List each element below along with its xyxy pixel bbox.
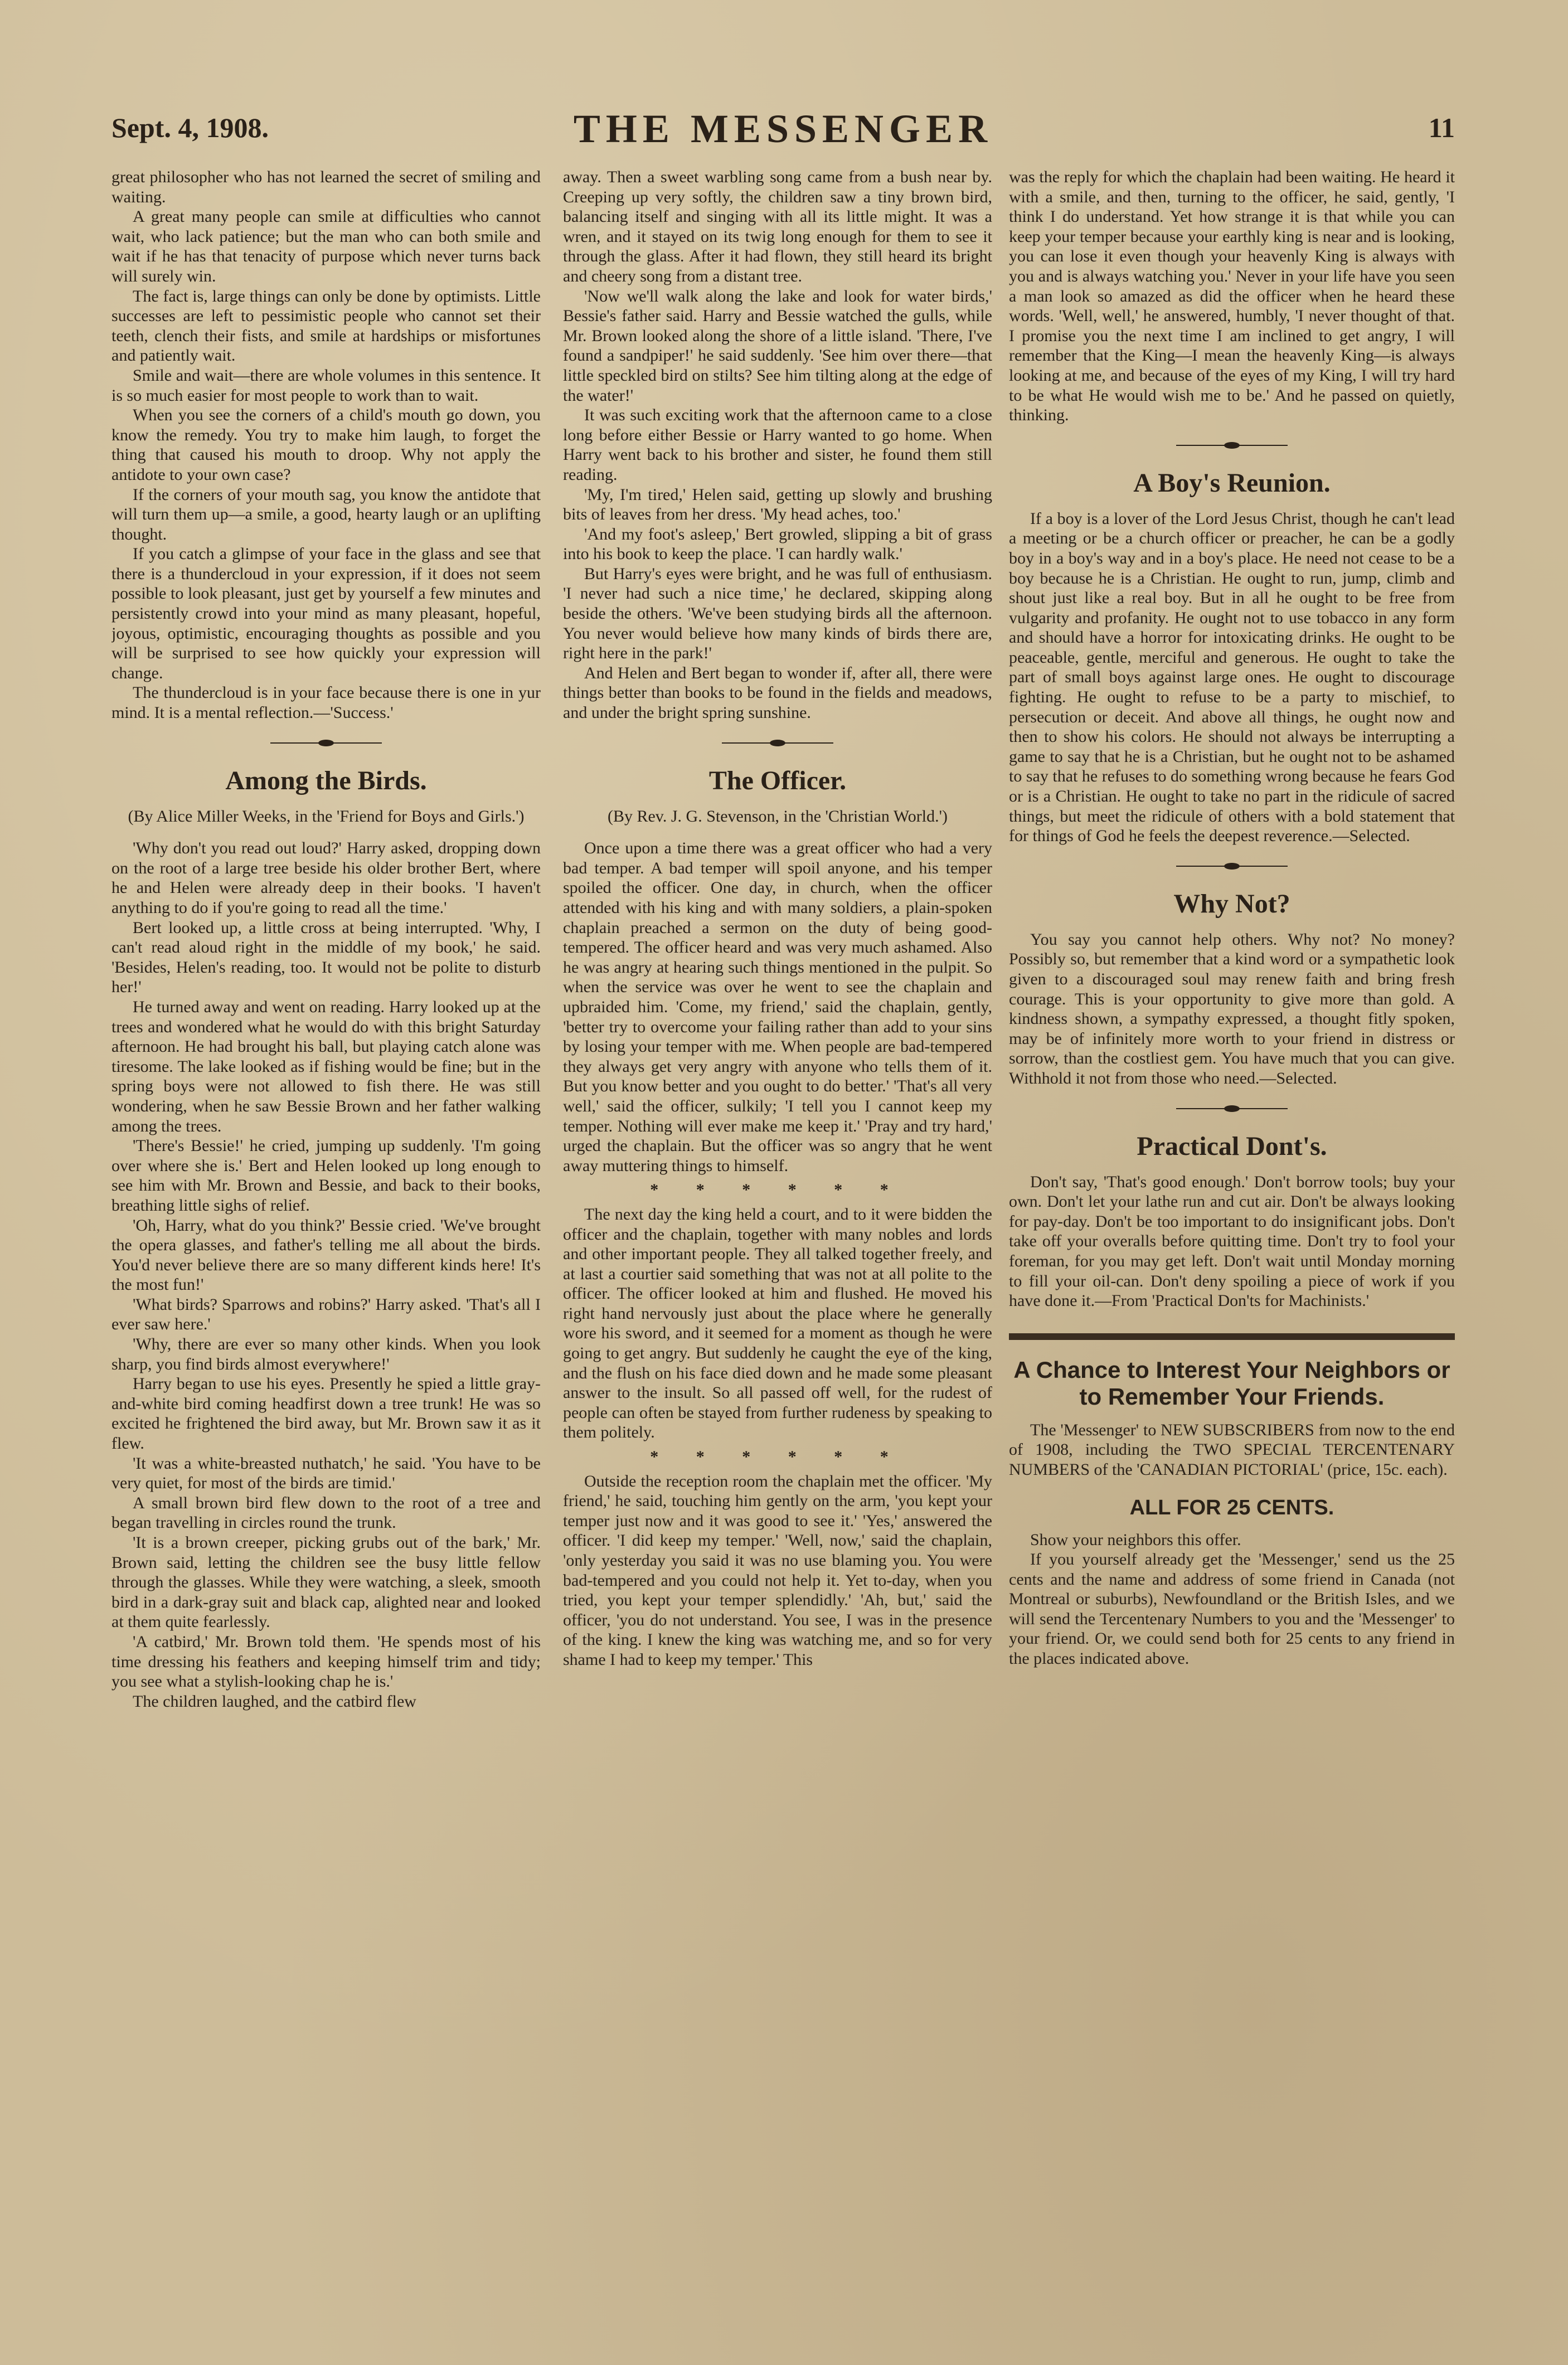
paragraph: Bert looked up, a little cross at being interrupted. 'Why, I can't read aloud right in the middle of my book,' he said. 'Besides, Helen's reading, too. It would not be polite to disturb her!': [111, 918, 541, 997]
issue-date: Sept. 4, 1908.: [111, 112, 269, 143]
paragraph: 'Why, there are ever so many other kinds. When you look sharp, you find birds almost everywhere!': [111, 1335, 541, 1373]
section-break-stars: * * * * * *: [650, 1448, 905, 1466]
paragraph: 'Oh, Harry, what do you think?' Bessie cried. 'We've brought the opera glasses, and father's telling me all about the birds. You'd never believe there are so many different kinds here! It's the most fun!': [111, 1216, 541, 1294]
paragraph: Don't say, 'That's good enough.' Don't borrow tools; buy your own. Don't let your lathe run and cut air. Don't be always looking for pay-day. Don't be too important to do insignificant jobs. Don't take off your overalls before quitting time. Don't try to fool your foreman, for you may get left. Don't wait until Monday morning to fill your oil-can. Don't deny spoiling a piece of work if you have done it.—From 'Practical Don'ts for Machinists.': [1009, 1172, 1455, 1310]
page-number: 11: [1428, 112, 1455, 143]
paragraph: The fact is, large things can only be done by optimists. Little successes are left to pessimistic people who cannot set their teeth, clench their fists, and smile at hardships or misfortunes and patiently wait.: [111, 286, 541, 365]
paragraph: But Harry's eyes were bright, and he was full of enthusiasm. 'I never had such a nice time,' he declared, skipping along beside the others. 'We've been studying birds all the afternoon. You never would believe how many kinds of birds there are, right here in the park!': [563, 564, 992, 663]
paragraph: 'My, I'm tired,' Helen said, getting up slowly and brushing bits of leaves from her dress. 'My head aches, too.': [563, 485, 992, 524]
paragraph: And Helen and Bert began to wonder if, after all, there were things better than books to be found in the fields and meadows, and under the bright spring sunshine.: [563, 663, 992, 722]
ornament-rule-icon: [1176, 861, 1288, 872]
paragraph: 'There's Bessie!' he cried, jumping up suddenly. 'I'm going over where she is.' Bert and Helen looked up long enough to see him with Mr. Brown and Bessie, and back to their books, breathing little sighs of relief.: [111, 1137, 541, 1215]
paragraph: If you catch a glimpse of your face in the glass and see that there is a thundercloud in your expression, if it does not seem possible to look pleasant, just get by yourself a few minutes and persistently crowd into your mind as many pleasant, hopeful, joyous, optimistic, encouraging thoughts as possible and you will be surprised to see how quickly your expression will change.: [111, 545, 541, 682]
masthead: [111, 106, 1455, 156]
column-3: [1009, 167, 1455, 2341]
article-title-practical-donts: Practical Dont's.: [1137, 1131, 1327, 1161]
article-byline: (By Alice Miller Weeks, in the 'Friend for Boys and Girls.'): [128, 807, 525, 825]
publication-title: THE MESSENGER: [573, 106, 993, 151]
paragraph: great philosopher who has not learned the secret of smiling and waiting.: [111, 168, 541, 206]
article-title-the-officer: The Officer.: [708, 765, 847, 795]
paragraph: You say you cannot help others. Why not? No money? Possibly so, but remember that a kind word or a sympathetic look given to a discouraged soul may renew faith and bring fresh courage. This is your opportunity to give more than gold. A kindness shown, a sympathy expressed, a thought fitly spoken, may be of infinitely more worth to your friend in distress or sorrow, than the costliest gem. You have much that you can give. Withhold it not from those who need.—Selected.: [1009, 930, 1455, 1087]
article-title-among-the-birds: Among the Birds.: [225, 765, 427, 795]
ornament-rule-icon: [722, 737, 833, 749]
paragraph: Once upon a time there was a great officer who had a very bad temper. A bad temper will spoil anyone, and his temper spoiled the officer. One day, in church, when the officer attended with his king and with many soldiers, a plain-spoken chaplain preached a sermon on the duty of being good-tempered. The officer heard and was very much ashamed. Also he was angry at hearing such things mentioned in the pulpit. So when the service was over he went to see the chaplain and upbraided him. 'Come, my friend,' said the chaplain, gently, 'better try to overcome your failing rather than add to your sins by losing your temper with me. When people are bad-tempered they always get very angry with anyone who tells them of it. But you know better and you ought to do better.' 'That's all very well,' said the officer, sulkily; 'I tell you I cannot keep my temper. Nothing will ever make me keep it.' 'Pray and try hard,' urged the chaplain. But the officer was so angry that he went away muttering things to himself.: [563, 839, 992, 1175]
heavy-divider: [1009, 1333, 1455, 1340]
paragraph: If you yourself already get the 'Messenger,' send us the 25 cents and the name and address of some friend in Canada (not Montreal or suburbs), Newfoundland or the British Isles, and we will send the Tercentenary Numbers to you and the 'Messenger' to your friend. Or, we could send both for 25 cents to any friend in the places indicated above.: [1009, 1550, 1455, 1668]
section-break-stars: * * * * * *: [650, 1181, 905, 1200]
paragraph: 'A catbird,' Mr. Brown told them. 'He spends most of his time dressing his feathers and keeping himself trim and tidy; you see what a stylish-looking chap he is.': [111, 1632, 541, 1691]
paragraph: The 'Messenger' to NEW SUBSCRIBERS from now to the end of 1908, including the TWO SPECIAL TERCENTENARY NUMBERS of the 'CANADIAN PICTORIAL' (price, 15c. each).: [1009, 1420, 1455, 1479]
paragraph: The thundercloud is in your face because there is one in yur mind. It is a mental reflection.—'Success.': [111, 683, 541, 722]
paragraph: was the reply for which the chaplain had been waiting. He heard it with a smile, and then, turning to the officer, he said, gently, 'I think I do understand. Yet how strange it is that while you can keep your temper because your earthly king is near and is looking, you can lose it even though your heavenly King is always with you and is always watching you.' Never in your life have you seen a man look so amazed as did the officer when he heard these words. 'Well, well,' he answered, humbly, 'I never thought of that. I promise you the next time I am inclined to get angry, I will remember that the King—I mean the heavenly King—is always looking at me, and because of the eyes of my King, I will try hard to be what He would wish me to be.' And he passed on quietly, thinking.: [1009, 168, 1455, 425]
paragraph: If the corners of your mouth sag, you know the antidote that will turn them up—a smile, a good, hearty laugh or an uplifting thought.: [111, 485, 541, 543]
paragraph: 'Why don't you read out loud?' Harry asked, dropping down on the root of a large tree beside his older brother Bert, where he and Helen were already deep in their books. 'I haven't anything to do if you're going to read all the time.': [111, 839, 541, 917]
paragraph: Smile and wait—there are whole volumes in this sentence. It is so much easier for most people to work than to wait.: [111, 366, 541, 405]
paragraph: When you see the corners of a child's mouth go down, you know the remedy. You try to make him laugh, to forget the thing that caused his mouth to droop. Why not apply the antidote to your own case?: [111, 406, 541, 484]
article-title-a-boys-reunion: A Boy's Reunion.: [1133, 468, 1331, 498]
paragraph: It was such exciting work that the afternoon came to a close long before either Bessie or Harry wanted to go home. When Harry went back to his brother and sister, he found them still reading.: [563, 406, 992, 484]
paragraph: 'And my foot's asleep,' Bert growled, slipping a bit of grass into his book to keep the place. 'I can hardly walk.': [563, 525, 992, 564]
paragraph: Show your neighbors this offer.: [1030, 1530, 1241, 1549]
advertisement-price: ALL FOR 25 CENTS.: [1129, 1495, 1334, 1519]
paragraph: 'Now we'll walk along the lake and look for water birds,' Bessie's father said. Harry and Bessie watched the gulls, while Mr. Brown looked along the shore of a little island. 'There, I've found a sandpiper!' he said suddenly. 'See him over there—that little speckled bird on stilts? See him tilting along at the edge of the water!': [563, 286, 992, 405]
paragraph: The next day the king held a court, and to it were bidden the officer and the chaplain, together with many nobles and lords and other important people. They all talked together freely, and at last a courtier said something that was not at all polite to the officer. The officer looked at him and flushed. He moved his right hand nervously just about the place where he generally wore his sword, and it seemed for a moment as though he were going to get angry. But suddenly he caught the eye of the king, and the flush on his face died down and he made some pleasant answer to the insult. So all passed off well, for the rudest of people can often be stayed from further rudeness by speaking to them politely.: [563, 1205, 992, 1442]
article-title-why-not: Why Not?: [1173, 888, 1290, 919]
paragraph: If a boy is a lover of the Lord Jesus Christ, though he can't lead a meeting or be a church officer or preacher, he can be a godly boy in a boy's way and in a boy's place. He need not cease to be a boy because he is a Christian. He ought to run, jump, climb and shout just like a real boy. But in all he ought to be free from vulgarity and profanity. He ought not to use tobacco in any form and should have a horror for intoxicating drinks. He ought to be peaceable, gentle, merciful and generous. He ought to take the part of small boys against large ones. He ought to discourage fighting. He ought to refuse to be a party to mischief, to persecution or deceit. And above all things, he ought now and then to show his colors. He should not always be interrupting a game to say that he is a Christian, but he ought not to be ashamed to say that he refuses to do something wrong because he fears God or is a Christian. He ought to take no part in the ridicule of sacred things, but meet the ridicule of others with a bold statement that for things of God he feels the deepest reverence.—Selected.: [1009, 509, 1455, 846]
paragraph: The children laughed, and the catbird flew: [133, 1692, 416, 1711]
ornament-rule-icon: [270, 737, 382, 749]
paragraph: A great many people can smile at difficulties who cannot wait, who lack patience; but the man who can both smile and wait if he has that tenacity of purpose which never turns back will surely win.: [111, 207, 541, 285]
paragraph: Harry began to use his eyes. Presently he spied a little gray-and-white bird coming headfirst down a tree trunk! He was so excited he frightened the bird away, but Mr. Brown saw it as it flew.: [111, 1375, 541, 1453]
ornament-rule-icon: [1176, 440, 1288, 451]
article-byline: (By Rev. J. G. Stevenson, in the 'Christian World.'): [607, 807, 948, 825]
ornament-rule-icon: [1176, 1103, 1288, 1114]
paragraph: 'It was a white-breasted nuthatch,' he said. 'You have to be very quiet, for most of the birds are timid.': [111, 1454, 541, 1493]
paragraph: 'It is a brown creeper, picking grubs out of the bark,' Mr. Brown said, letting the children see the busy little fellow through the glasses. While they were watching, a sleek, smooth bird in a dark-gray suit and black cap, alighted near and looked at them quite fearlessly.: [111, 1533, 541, 1631]
column-1: [111, 167, 541, 2341]
paragraph: Outside the reception room the chaplain met the officer. 'My friend,' he said, touching him gently on the arm, 'you kept your temper just now and it was good to see it.' 'Yes,' answered the officer. 'I did keep my temper.' 'Well, now,' said the chaplain, 'only yesterday you said it was no use blaming you. You were bad-tempered and you could not help it. Yet to-day, when you tried, you kept your temper splendidly.' 'Ah, but,' said the officer, 'you do not understand. You see, I was in the presence of the king. I knew the king was watching me, and so for very shame I had to keep my temper.' This: [563, 1472, 992, 1669]
paragraph: A small brown bird flew down to the root of a tree and began travelling in circles round the trunk.: [111, 1493, 541, 1532]
paragraph: He turned away and went on reading. Harry looked up at the trees and wondered what he would do with this bright Saturday afternoon. He had brought his ball, but playing catch alone was tiresome. The lake looked as if fishing would be fine; but in the spring boys were not allowed to fish there. He was still wondering, when he saw Bessie Brown and her father walking among the trees.: [111, 997, 541, 1135]
advertisement-title: A Chance to Interest Your Neighbors or to Remember Your Friends.: [1013, 1356, 1450, 1410]
column-2: [563, 167, 992, 2341]
paragraph: away. Then a sweet warbling song came from a bush near by. Creeping up very softly, the children saw a tiny brown bird, balancing itself and singing with all its little might. It was a wren, and it stayed on its twig long enough for them to see it through the glass. After it had flown, they still heard its bright and cheery song from a distant tree.: [563, 168, 992, 285]
paragraph: 'What birds? Sparrows and robins?' Harry asked. 'That's all I ever saw here.': [111, 1295, 541, 1334]
